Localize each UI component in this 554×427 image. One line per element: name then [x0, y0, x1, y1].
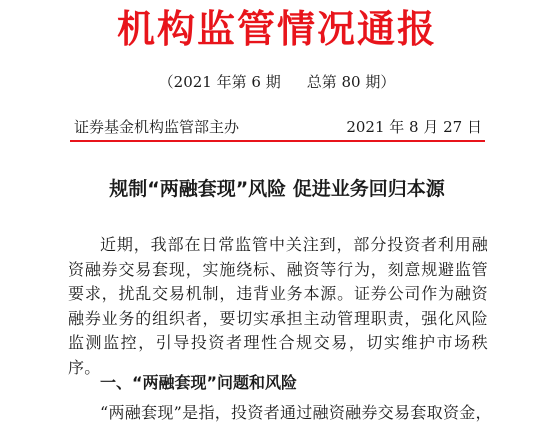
article-paragraph: 近期，我部在日常监管中关注到，部分投资者利用融资融券交易套现，实施绕标、融资等行为，刻意规避监管要求，扰乱交易机制，违背业务本源。证券公司作为融资融券业务的组织者，要切实承担主动管理职责，强化风险监测监控，引导投资者理性合规交易，切实维护市场秩序。	[68, 235, 488, 377]
article-headline: 规制“两融套现”风险 促进业务回归本源	[109, 178, 445, 200]
total-issue-number: 总第 80 期）	[306, 73, 396, 91]
header-divider	[70, 140, 485, 142]
issue-info	[0, 72, 554, 92]
meta-row	[74, 117, 482, 137]
article-paragraph-continued: “两融套现”是指，投资者通过融资融券交易套取资金，	[100, 403, 492, 422]
publish-date: 2021 年 8 月 27 日	[346, 118, 482, 136]
issue-number: （2021 年第 6 期	[158, 73, 281, 91]
masthead-title: 机构监管情况通报	[116, 7, 437, 51]
section-heading: 一、“两融套现”问题和风险	[100, 373, 298, 392]
sponsor-department: 证券基金机构监管部主办	[74, 118, 240, 136]
